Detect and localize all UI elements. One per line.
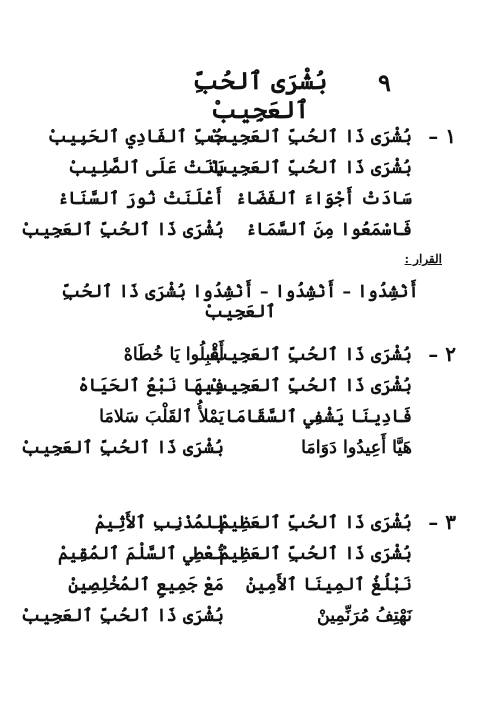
hymn-number: ٩ <box>378 68 391 97</box>
stanza-line-right: نَهْتِفُ مُرَنِّمِينْ <box>316 606 412 626</box>
title-row <box>0 64 480 124</box>
stanza-number: ٢ – <box>428 342 456 366</box>
chorus-text: أَنْشِدُوا – أَنْشِدُوا – أَنْشِدُوا بُشْرَى ذَا ٱلحُبِّ ٱلعَجِيبْ <box>61 282 419 322</box>
stanza-line-right: بُشْرَى ذَا ٱلحُبِّ ٱلعَجِيبْ <box>209 376 412 396</box>
stanza-line-left: تُعْطِي ٱلسَّلْمَ ٱلمُقِيمْ <box>58 544 224 564</box>
stanza-line-left: فِيهَا نَبْعُ ٱلحَيَاهْ <box>78 376 224 396</box>
stanza-line-left: مَعْ جَمِيعِ ٱلمُخْلِصِينْ <box>68 575 224 595</box>
stanza-line-right: بُشْرَى ذَا ٱلحُبِّ ٱلعَجِيبْ <box>209 127 412 147</box>
stanza-line-left: بُشْرَى ذَا ٱلحُبِّ ٱلعَجِيبْ <box>21 438 224 458</box>
stanza-line-left: أَقْبِلُوا يَا خُطَاهْ <box>123 345 224 365</box>
stanza-line-right: هَيَّا أَعِيدُوا دَوَامَا <box>301 438 412 458</box>
stanza-line-left: يَمْلأُ ٱلقَلْبَ سَلامَا <box>99 407 224 427</box>
stanza-line-right: بُشْرَى ذَا ٱلحُبِّ ٱلعَجِيبْ <box>209 345 412 365</box>
stanza-line-left: لِلمُذْنِبِ ٱلأَثِيمْ <box>94 513 224 533</box>
hymn-title: بُشْرَى ٱلحُبِّ ٱلعَجِيبْ <box>192 66 328 124</box>
stanza-line-right: بُشْرَى ذَا ٱلحُبِّ ٱلعَظِيمْ <box>219 544 412 564</box>
stanza-line-left: بُشْرَى ذَا ٱلحُبِّ ٱلعَجِيبْ <box>21 220 224 240</box>
stanza-line-left: بَانَتْ عَلَى ٱلصَّلِيبْ <box>68 158 224 178</box>
chorus-label: القرار : <box>404 252 442 266</box>
stanza-line-left: بُشْرَى ذَا ٱلحُبِّ ٱلعَجِيبْ <box>21 606 224 626</box>
stanza-line-right: فَاسْمَعُوا مِنَ ٱلسَّمَاءْ <box>246 220 412 240</box>
stanza-line-left: أَعْلَنَتْ نُورَ ٱلسَّنَاءْ <box>58 189 224 209</box>
stanza-line-left: حُبِّ ٱلفَادِي ٱلحَبِيبْ <box>47 127 224 147</box>
stanza-line-right: فَادِينَا يَشْفِي ٱلسَّقَامَا <box>225 407 412 427</box>
stanza-line-right: بُشْرَى ذَا ٱلحُبِّ ٱلعَظِيمْ <box>219 513 412 533</box>
stanza-number: ١ – <box>428 124 456 148</box>
stanza-line-right: نَبْلُغُ ٱلمِينَا ٱلأَمِينْ <box>246 575 412 595</box>
stanza-line-right: سَادَتْ أَجْوَاءَ ٱلفَضَاءْ <box>235 189 412 209</box>
stanza-line-right: بُشْرَى ذَا ٱلحُبِّ ٱلعَجِيبْ <box>209 158 412 178</box>
stanza-number: ٣ – <box>428 510 456 534</box>
